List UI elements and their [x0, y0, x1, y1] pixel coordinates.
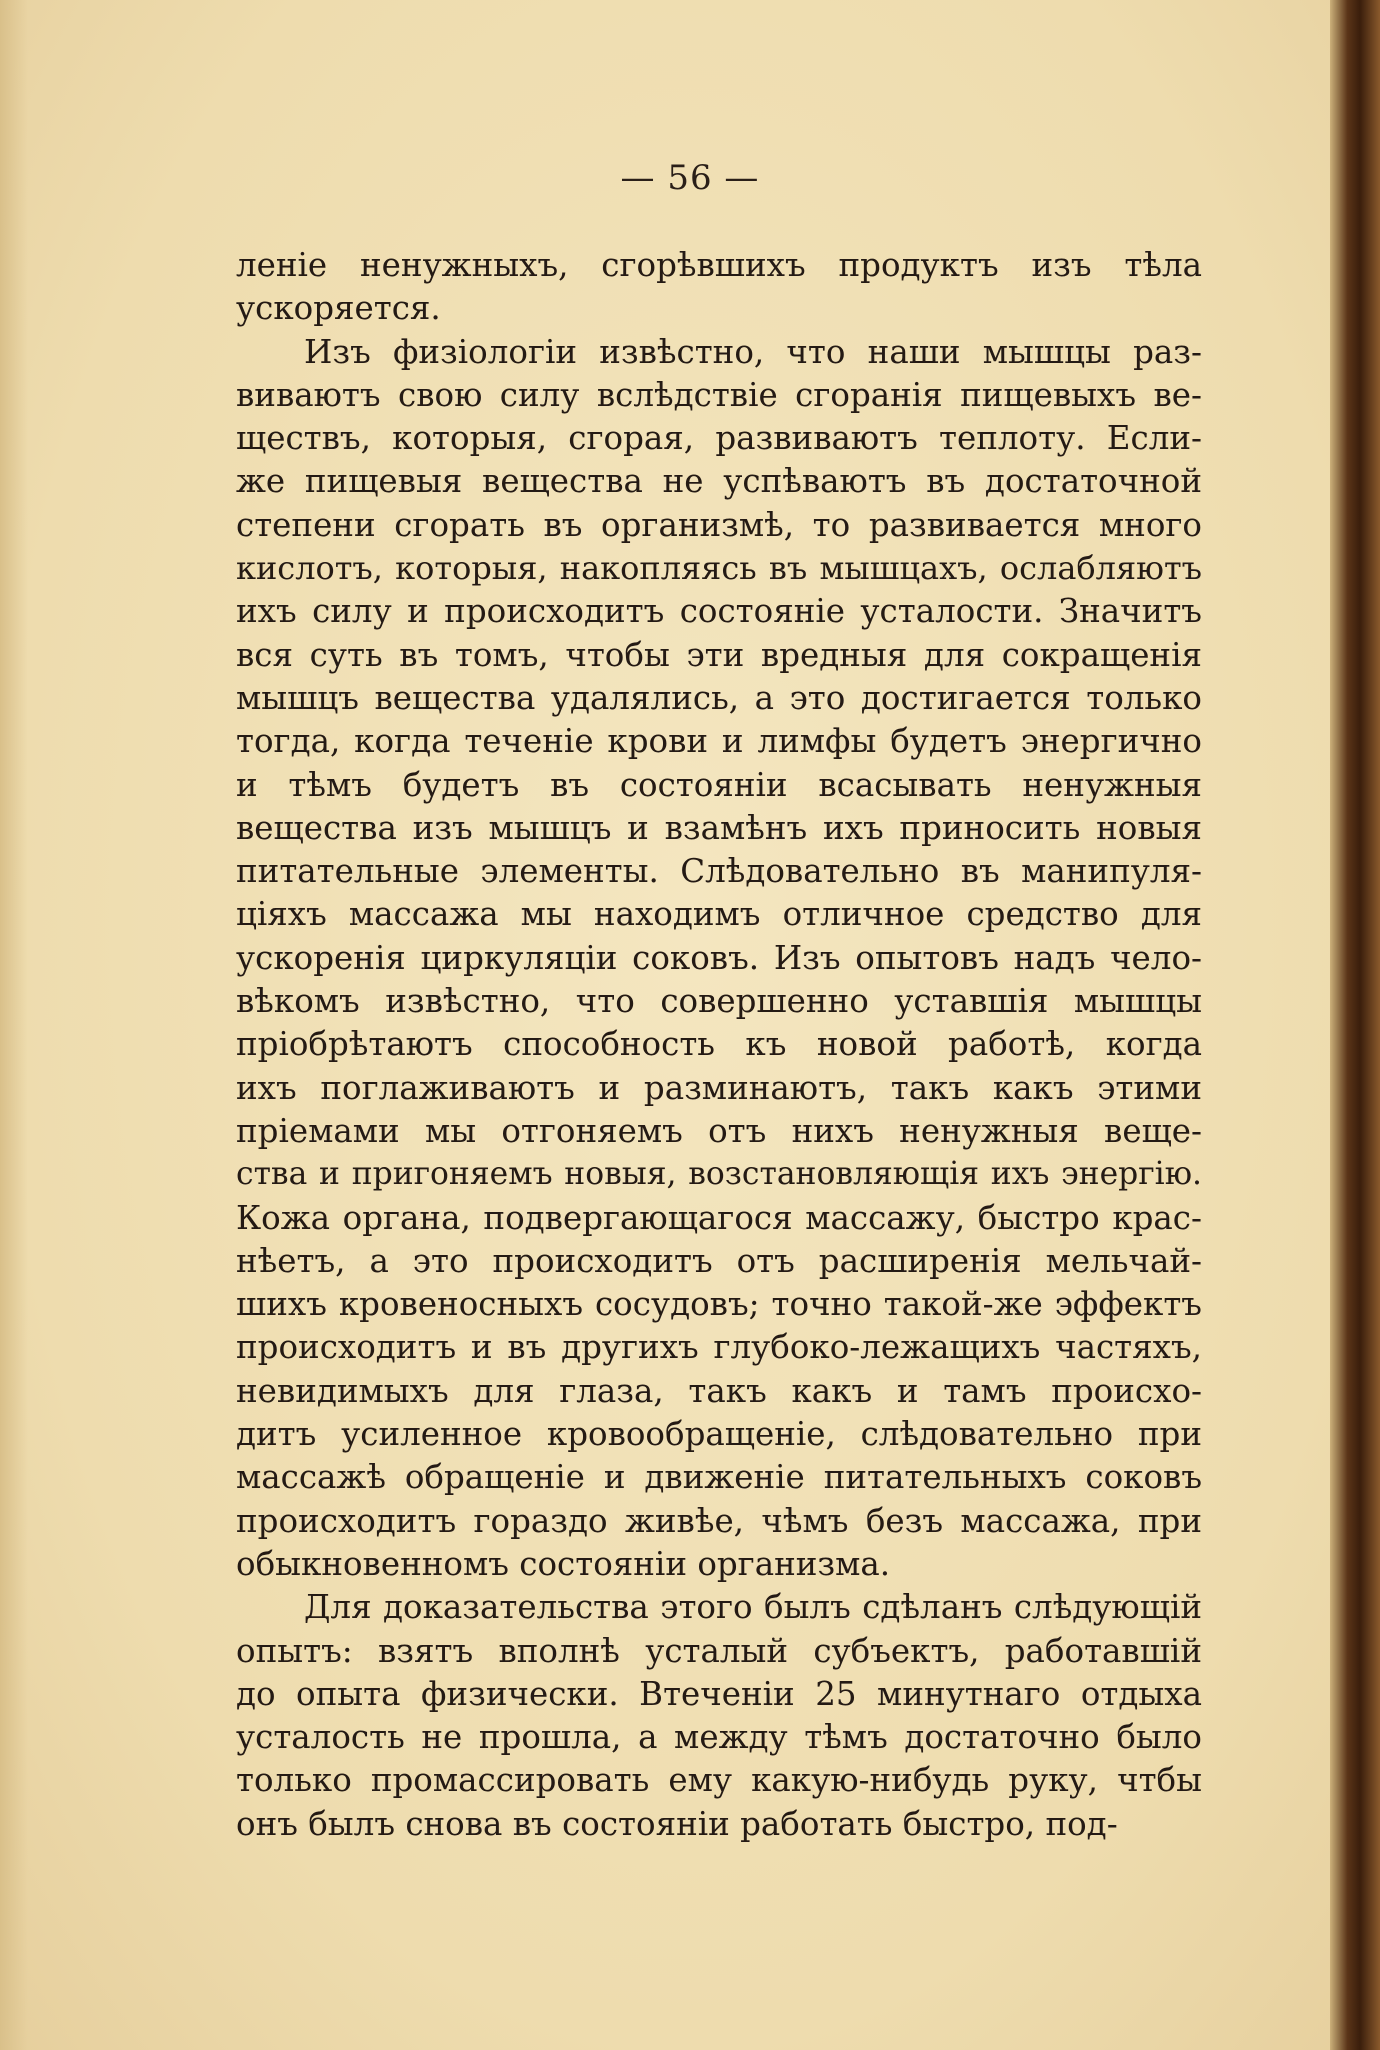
text-line: же пищевыя вещества не успѣваютъ въ достаточной	[236, 462, 1202, 501]
page-left-margin-shadow	[0, 0, 28, 2050]
text-line: дитъ усиленное кровообращеніе, слѣдовательно при	[236, 1415, 1202, 1454]
text-line: Изъ физіологіи извѣстно, что наши мышцы раз-	[304, 332, 1202, 371]
text-line: ства и пригоняемъ новыя, возстановляющія ихъ энергію.	[236, 1156, 1202, 1193]
text-line: Кожа органа, подвергающагося массажу, быстро крас-	[236, 1198, 1202, 1237]
text-line: вещества изъ мышцъ и взамѣнъ ихъ приносить новыя	[236, 808, 1202, 847]
text-line: питательные элементы. Слѣдовательно въ манипуля-	[236, 852, 1202, 891]
text-line: тогда, когда теченіе крови и лимфы будетъ энергично	[236, 722, 1202, 761]
text-line: вся суть въ томъ, чтобы эти вредныя для сокращенія	[236, 635, 1202, 674]
book-spine-edge	[1330, 0, 1380, 2050]
text-line: ускоренія циркуляціи соковъ. Изъ опытовъ надъ чело-	[236, 938, 1202, 977]
text-line: ціяхъ массажа мы находимъ отличное средство для	[236, 895, 1202, 934]
text-line: обыкновенномъ состояніи организма.	[236, 1544, 891, 1583]
text-line: кислотъ, которыя, накопляясь въ мышцахъ, ослабляютъ	[236, 549, 1202, 588]
text-line: леніе ненужныхъ, сгорѣвшихъ продуктъ изъ тѣла	[236, 246, 1202, 284]
text-line: ихъ поглаживаютъ и разминаютъ, такъ какъ этими	[236, 1068, 1202, 1107]
text-line: Для доказательства этого былъ сдѣланъ слѣдующій	[304, 1588, 1202, 1627]
page-number: — 56 —	[620, 158, 760, 198]
text-line: до опыта физически. Втеченіи 25 минутнаго отдыха	[236, 1674, 1202, 1713]
text-line: виваютъ свою силу вслѣдствіе сгоранія пищевыхъ ве-	[236, 375, 1202, 414]
text-line: шихъ кровеносныхъ сосудовъ; точно такой-же эффектъ	[236, 1285, 1202, 1324]
body-text	[236, 244, 1202, 1846]
text-line: происходитъ гораздо живѣе, чѣмъ безъ массажа, при	[236, 1501, 1202, 1540]
text-line: мышцъ вещества удалялись, а это достигается только	[236, 678, 1202, 717]
text-line: ускоряется.	[236, 289, 441, 328]
text-line: массажѣ обращеніе и движеніе питательныхъ соковъ	[236, 1458, 1202, 1497]
text-line: ихъ силу и происходитъ состояніе усталости. Значитъ	[236, 592, 1202, 631]
text-line: степени сгорать въ организмѣ, то развивается много	[236, 505, 1202, 544]
text-line: невидимыхъ для глаза, такъ какъ и тамъ происхо-	[236, 1371, 1202, 1410]
text-line: опытъ: взятъ вполнѣ усталый субъектъ, работавшій	[236, 1631, 1202, 1670]
text-line: усталость не прошла, а между тѣмъ достаточно было	[236, 1718, 1202, 1757]
text-line: только промассировать ему какую-нибудь руку, чтбы	[236, 1761, 1202, 1800]
text-line: происходитъ и въ другихъ глубоко-лежащихъ частяхъ,	[236, 1328, 1202, 1367]
text-line: онъ былъ снова въ состояніи работать быстро, под-	[236, 1804, 1118, 1843]
text-line: и тѣмъ будетъ въ состояніи всасывать ненужныя	[236, 765, 1202, 804]
text-line: ществъ, которыя, сгорая, развиваютъ теплоту. Если-	[236, 419, 1202, 458]
text-line: пріобрѣтаютъ способность къ новой работѣ, когда	[236, 1025, 1202, 1064]
text-line: пріемами мы отгоняемъ отъ нихъ ненужныя веще-	[236, 1111, 1202, 1150]
text-line: вѣкомъ извѣстно, что совершенно уставшія мышцы	[236, 982, 1202, 1021]
text-line: нѣетъ, а это происходитъ отъ расширенія мельчай-	[236, 1241, 1202, 1280]
